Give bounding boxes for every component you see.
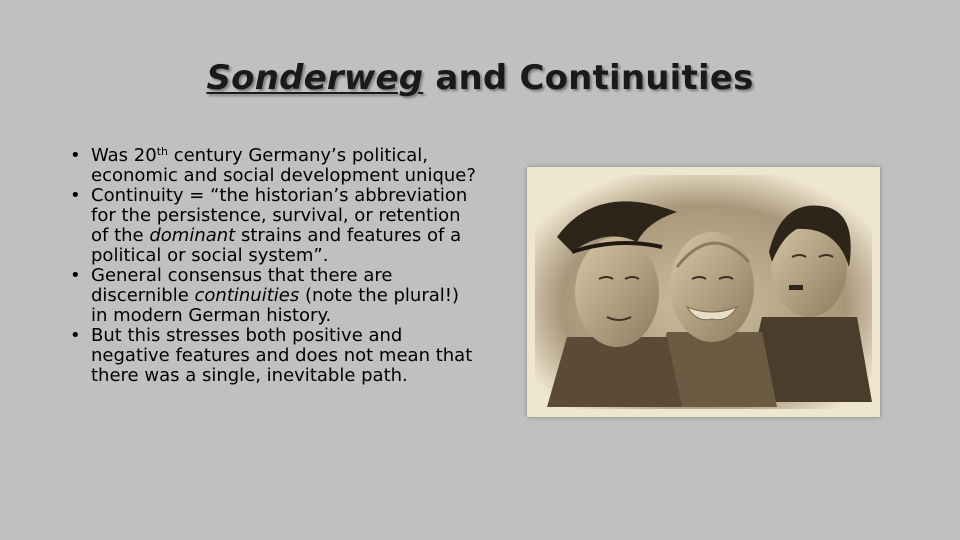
bullet-item xyxy=(70,146,480,186)
bullet-text: General consensus that there are discernible xyxy=(91,265,393,306)
slide-title xyxy=(0,58,960,98)
bullet-text: Was 20 xyxy=(91,145,157,166)
title-rest: and Continuities xyxy=(423,58,754,98)
bullet-item xyxy=(70,186,480,266)
bullet-italic: dominant xyxy=(149,225,236,246)
bullet-text: But this stresses both positive and negative features and does not mean that there was a single, inevitable path. xyxy=(91,325,473,386)
title-emphasis: Sonderweg xyxy=(206,58,424,98)
sepia-portrait-illustration-icon xyxy=(527,167,880,417)
portrait-image xyxy=(527,167,880,417)
bullet-item xyxy=(70,326,480,386)
bullet-text: century Germany’s political, economic and social development unique? xyxy=(91,145,476,186)
bullet-text: Continuity = “the historian’s abbreviation for the persistence, survival, or retention of the xyxy=(91,185,468,246)
bullet-list xyxy=(70,146,480,386)
bullet-text: strains and features of a political or social system”. xyxy=(91,225,462,266)
bullet-text: (note the plural!) in modern German history. xyxy=(91,285,460,326)
bullet-superscript: th xyxy=(156,145,168,158)
bullet-item xyxy=(70,266,480,326)
bullet-italic: continuities xyxy=(194,285,300,306)
